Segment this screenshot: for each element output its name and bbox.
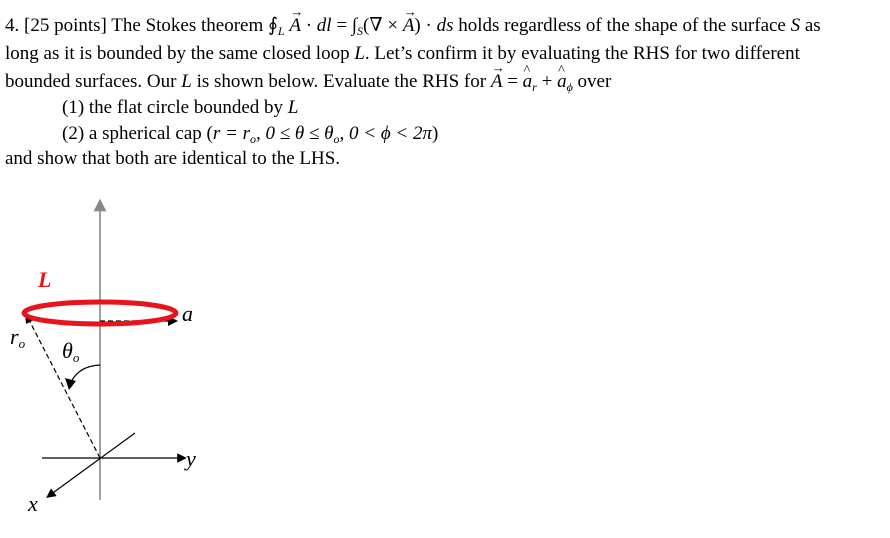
r-label: ro xyxy=(10,324,26,351)
unit-ar: ^ a xyxy=(523,70,533,94)
theta-label: θo xyxy=(62,338,80,365)
rhs-tail: holds regardless of the shape of the surface xyxy=(458,15,786,36)
cap-phi: , 0 < ϕ < 2π xyxy=(339,123,432,144)
problem-number: 4. xyxy=(5,15,20,36)
line2-tail: . Let’s confirm it by evaluating the RHS for two different xyxy=(364,43,800,64)
vector-a: → A xyxy=(289,14,301,38)
line3-mid: is shown below. Evaluate the RHS for xyxy=(196,71,487,92)
dot-operator: · xyxy=(305,15,313,36)
cap-theta: , 0 ≤ θ ≤ θ xyxy=(255,123,334,144)
theta-arc-arrowhead xyxy=(65,378,76,390)
curl-operator: ∇ × xyxy=(369,15,403,36)
item2-suffix: ) xyxy=(432,123,439,144)
as-word: as xyxy=(804,15,821,36)
problem-line-3: bounded surfaces. Our L is shown below. Evaluate the RHS for → A = ^ $a_r$ + ^ $a_\phi$ over xyxy=(5,70,611,99)
line2-text: long as it is bounded by the same closed loop xyxy=(5,43,350,64)
contour-integral-sign: $∮_L$ xyxy=(268,15,285,38)
cap-r: r = r xyxy=(212,123,250,144)
equals-sign-2: = xyxy=(507,71,518,92)
loop-l-2: L xyxy=(181,71,192,92)
surface-s: S xyxy=(790,15,801,36)
line3-text: bounded surfaces. Our xyxy=(5,71,177,92)
over-word: over xyxy=(577,71,612,92)
closing-text: and show that both are identical to the LHS. xyxy=(5,148,341,169)
x-label: x xyxy=(28,491,38,516)
surface-integral-sign: $\int_S$ xyxy=(351,15,363,38)
item2-prefix: (2) a spherical cap ( xyxy=(62,123,213,144)
vector-a-2: → A xyxy=(491,70,503,94)
dot-operator-2: · xyxy=(425,15,432,36)
radius-label: a xyxy=(182,301,193,326)
y-label: y xyxy=(186,446,196,471)
problem-points: [25 points] xyxy=(24,15,107,36)
item1-text: (1) the flat circle bounded by xyxy=(62,97,284,118)
equals-sign: = xyxy=(336,15,348,36)
vector-a-curl: → A xyxy=(403,14,415,38)
item-2: (2) a spherical cap ($r = r_o$, $0 \le \theta \le \theta_o$, 0 < ϕ < 2π) xyxy=(62,123,439,146)
dl-symbol: dl xyxy=(316,15,332,36)
problem-line-1: 4. [25 points] The Stokes theorem $∮_L \to A$ · dl = $\int_S(\nabla$ × → A) · ds holds regardless of the shape of the surface S as xyxy=(5,14,821,43)
problem-intro: The Stokes theorem xyxy=(111,15,264,36)
unit-aphi: ^ a xyxy=(557,70,567,94)
loop-l: L xyxy=(354,43,365,64)
loop-l-3: L xyxy=(287,97,299,118)
loop-label: L xyxy=(38,267,52,292)
ds-symbol: ds xyxy=(436,15,454,36)
